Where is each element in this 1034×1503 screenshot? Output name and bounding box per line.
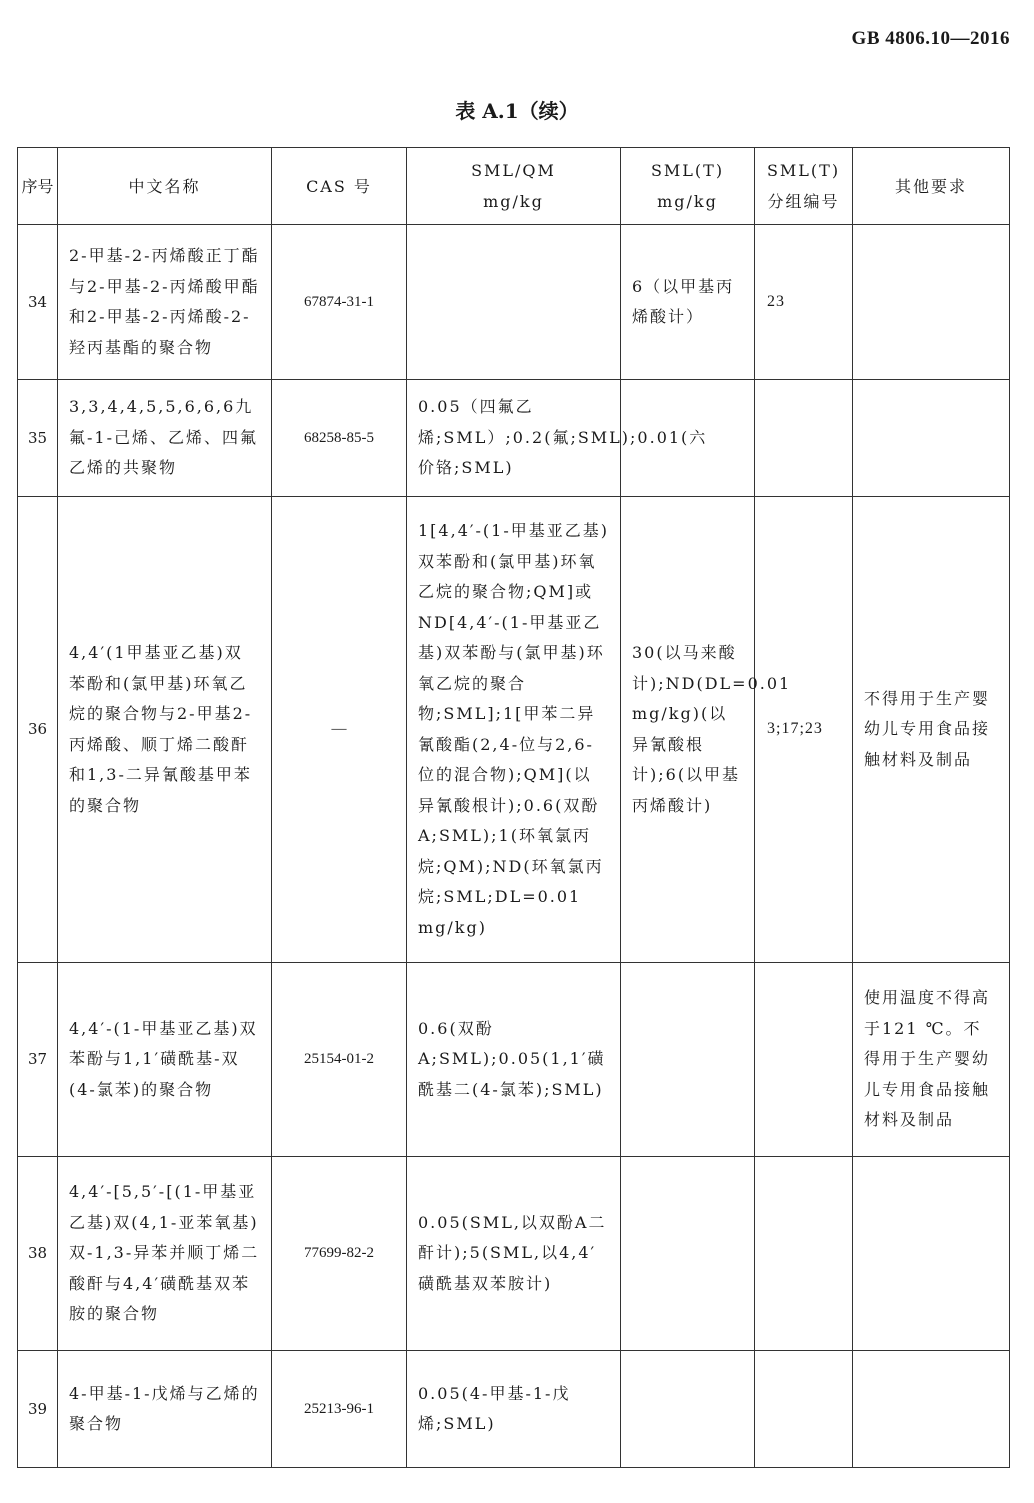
cell-seq: 35 xyxy=(18,380,58,497)
cell-other xyxy=(853,225,1010,380)
cell-sml-qm: 0.05(SML,以双酚A二酐计);5(SML,以4,4′磺酰基双苯胺计) xyxy=(407,1157,621,1351)
cell-group xyxy=(755,380,853,497)
cell-other xyxy=(853,380,1010,497)
header-sml-t-line1: SML(T) xyxy=(650,161,725,180)
cell-sml-qm: 0.05(4-甲基-1-戊烯;SML) xyxy=(407,1351,621,1468)
table-header-row xyxy=(18,148,1010,225)
header-group-line1: SML(T) xyxy=(766,161,841,180)
substance-table xyxy=(17,147,1010,1468)
table-caption: 表 A.1（续） xyxy=(455,99,579,123)
cell-sml-qm xyxy=(407,225,621,380)
cell-cas: — xyxy=(272,497,407,963)
cell-group: 23 xyxy=(755,225,853,380)
cell-cas: 25213-96-1 xyxy=(272,1351,407,1468)
cell-other: 使用温度不得高于121 ℃。不得用于生产婴幼儿专用食品接触材料及制品 xyxy=(853,963,1010,1157)
cell-name: 4,4′(1甲基亚乙基)双苯酚和(氯甲基)环氧乙烷的聚合物与2-甲基2-丙烯酸、顺丁烯二酸酐和1,3-二异氰酸基甲苯的聚合物 xyxy=(58,497,272,963)
cell-other xyxy=(853,1351,1010,1468)
table-row xyxy=(18,963,1010,1157)
cell-other xyxy=(853,1157,1010,1351)
cell-name: 4,4′-(1-甲基亚乙基)双苯酚与1,1′磺酰基-双(4-氯苯)的聚合物 xyxy=(58,963,272,1157)
cell-name: 4,4′-[5,5′-[(1-甲基亚乙基)双(4,1-亚苯氧基)双-1,3-异苯并顺丁烯二酸酐与4,4′磺酰基双苯胺的聚合物 xyxy=(58,1157,272,1351)
cell-group xyxy=(755,963,853,1157)
header-name: 中文名称 xyxy=(58,148,272,225)
cell-cas: 77699-82-2 xyxy=(272,1157,407,1351)
cell-seq: 36 xyxy=(18,497,58,963)
cell-name: 4-甲基-1-戊烯与乙烯的聚合物 xyxy=(58,1351,272,1468)
cell-sml-t xyxy=(621,1157,755,1351)
cell-other: 不得用于生产婴幼儿专用食品接触材料及制品 xyxy=(853,497,1010,963)
cell-sml-qm: 0.6(双酚A;SML);0.05(1,1′磺酰基二(4-氯苯);SML) xyxy=(407,963,621,1157)
cell-sml-t xyxy=(621,1351,755,1468)
table-row xyxy=(18,225,1010,380)
cell-sml-qm: 1[4,4′-(1-甲基亚乙基)双苯酚和(氯甲基)环氧乙烷的聚合物;QM]或ND[4,4′-(1-甲基亚乙基)双苯酚与(氯甲基)环氧乙烷的聚合物;SML];1[甲苯二异氰酸酯(2,4-位与2,6-位的混合物);QM](以异氰酸根计);0.6(双酚A;SML);1(环氧氯丙烷;QM);ND(环氧氯丙烷;SML;DL=0.01 mg/kg) xyxy=(407,497,621,963)
cell-seq: 37 xyxy=(18,963,58,1157)
cell-group: 3;17;23 xyxy=(755,497,853,963)
cell-group xyxy=(755,1157,853,1351)
header-sml-qm xyxy=(407,148,621,225)
header-group xyxy=(755,148,853,225)
header-group-line2: 分组编号 xyxy=(767,192,840,211)
cell-sml-qm: 0.05（四氟乙烯;SML）;0.2(氟;SML);0.01(六价铬;SML) xyxy=(407,380,621,497)
table-row xyxy=(18,1351,1010,1468)
cell-name: 2-甲基-2-丙烯酸正丁酯与2-甲基-2-丙烯酸甲酯和2-甲基-2-丙烯酸-2-羟丙基酯的聚合物 xyxy=(58,225,272,380)
header-cas: CAS 号 xyxy=(272,148,407,225)
header-other: 其他要求 xyxy=(853,148,1010,225)
header-sml-qm-line1: SML/QM xyxy=(471,161,556,180)
cell-group xyxy=(755,1351,853,1468)
cell-cas: 67874-31-1 xyxy=(272,225,407,380)
cell-cas: 68258-85-5 xyxy=(272,380,407,497)
header-seq: 序号 xyxy=(18,148,58,225)
header-sml-t xyxy=(621,148,755,225)
cell-seq: 39 xyxy=(18,1351,58,1468)
header-sml-qm-line2: mg/kg xyxy=(483,192,544,211)
cell-sml-t xyxy=(621,963,755,1157)
table-row xyxy=(18,497,1010,963)
table-row xyxy=(18,380,1010,497)
cell-seq: 38 xyxy=(18,1157,58,1351)
cell-name: 3,3,4,4,5,5,6,6,6九氟-1-己烯、乙烯、四氟乙烯的共聚物 xyxy=(58,380,272,497)
standard-number: GB 4806.10—2016 xyxy=(851,28,1010,49)
cell-seq: 34 xyxy=(18,225,58,380)
cell-sml-t: 30(以马来酸计);ND(DL=0.01 mg/kg)(以异氰酸根计);6(以甲基丙烯酸计) xyxy=(621,497,755,963)
cell-sml-t: 6（以甲基丙烯酸计） xyxy=(621,225,755,380)
table-row xyxy=(18,1157,1010,1351)
header-sml-t-line2: mg/kg xyxy=(657,192,718,211)
cell-cas: 25154-01-2 xyxy=(272,963,407,1157)
